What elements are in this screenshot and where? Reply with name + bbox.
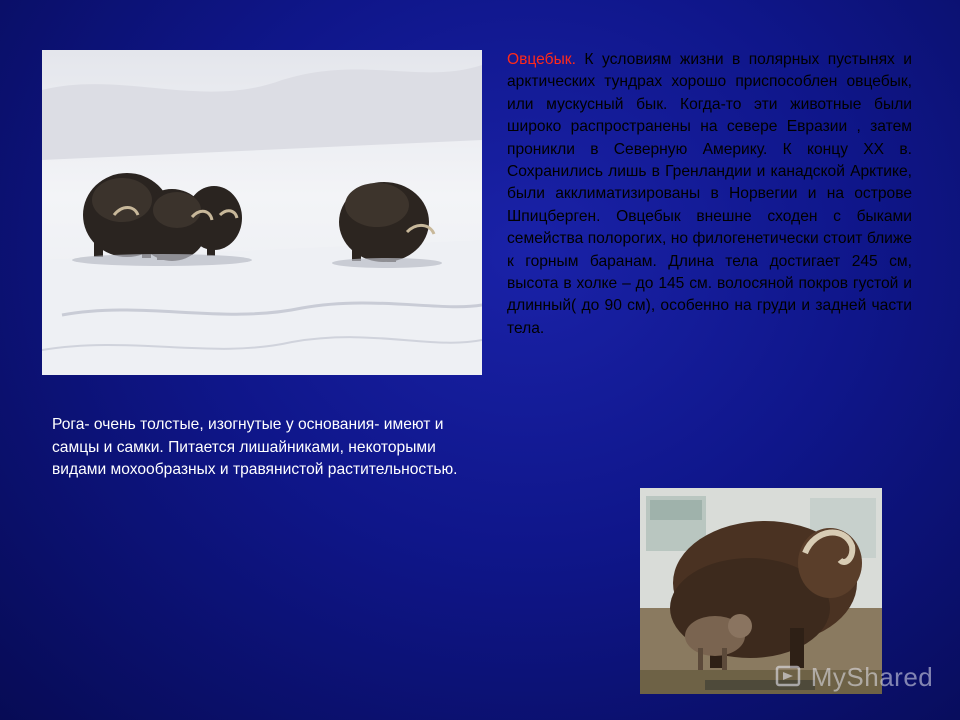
musk-oxen-snow-photo [42,50,482,375]
watermark-text: MyShared [810,662,934,692]
horns-diet-text: Рога- очень толстые, изогнутые у основания- имеют и самцы и самки. Питается лишайниками, некоторыми видами мохообразных и травянистой растительностью. [52,416,458,478]
myshared-watermark [775,662,933,697]
main-description [507,49,912,340]
title-ovtsebyk: Овцебык. [507,51,576,68]
slides-logo-icon [775,664,803,697]
main-description-body: К условиям жизни в полярных пустынях и арктических тундрах хорошо приспособлен овцебык, или мускусный бык. Когда-то эти животные были широко распространены на севере Евразии , затем проникли в Северную Америку. К концу XX в. Сохранились лишь в Гренландии и канадской Арктике, были акклиматизированы в Норвегии и на острове Шпицберген. Овцебык внешне сходен с быками семейства полорогих, но филогенетически стоит ближе к горным баранам. Длина тела достигает 245 см, высота в холке – до 145 см. волосяной покров густой и длинный( до 90 см), особенно на груди и задней части тела. [507,51,912,337]
